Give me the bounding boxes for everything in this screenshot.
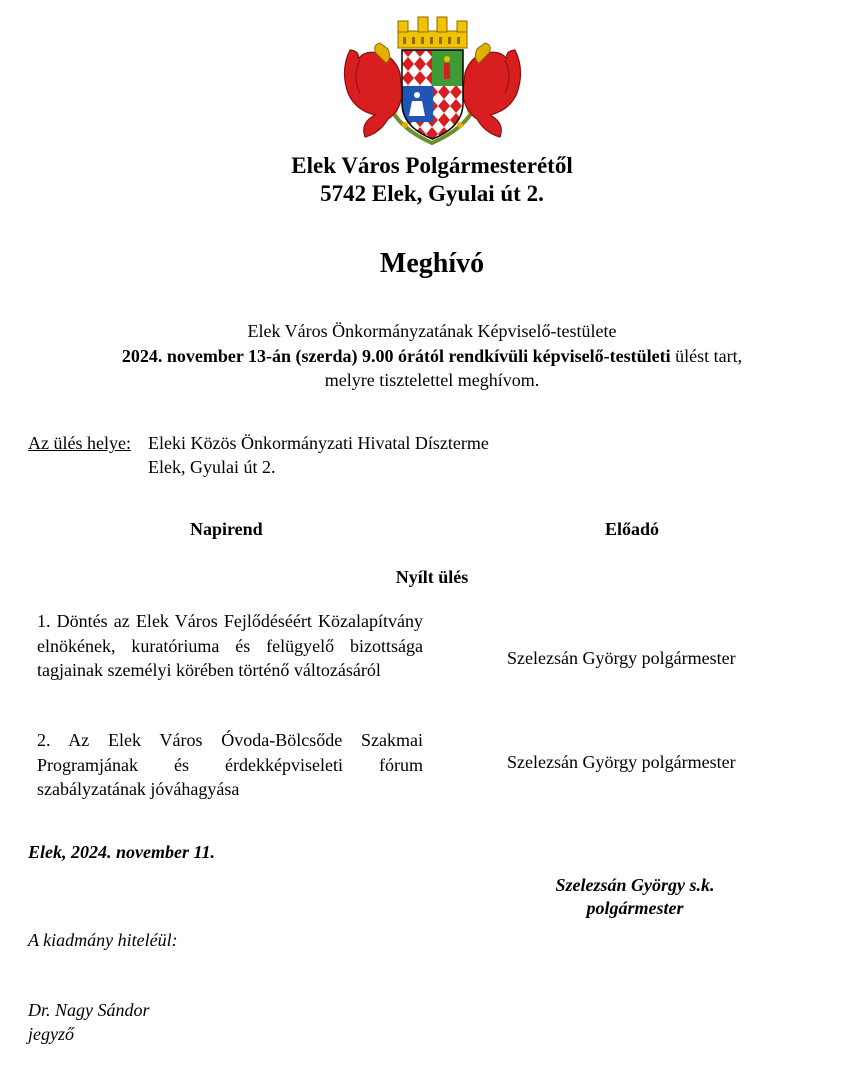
intro-line-1: Elek Város Önkormányzatának Képviselő-testülete bbox=[247, 321, 617, 341]
agenda-item: 2. Az Elek Város Óvoda-Bölcsőde Szakmai Programjának és érdekképviseleti fórum szabályzatának jóváhagyása bbox=[37, 730, 423, 799]
meeting-date-time: 2024. november 13-án (szerda) 9.00 órától rendkívüli képviselő-testületi bbox=[121, 346, 671, 366]
notary-title: jegyző bbox=[28, 1024, 74, 1044]
venue-name: Eleki Közös Önkormányzati Hivatal Díszterme bbox=[148, 433, 489, 453]
document-title: Meghívó bbox=[379, 248, 485, 279]
signer-name: Szelezsán György s.k. bbox=[555, 875, 715, 895]
intro-line-2 bbox=[0, 346, 864, 367]
agenda-item: 1. Döntés az Elek Város Fejlődéséért Közalapítvány elnökének, kuratóriuma és felügyelő bizottsága tagjainak személyi körében történő változásáról bbox=[37, 611, 423, 680]
speaker-column-header: Előadó bbox=[605, 519, 660, 539]
agenda-item-speaker: Szelezsán György polgármester bbox=[507, 648, 736, 668]
issuer-address: 5742 Elek, Gyulai út 2. bbox=[320, 181, 544, 206]
session-heading: Nyílt ülés bbox=[395, 567, 469, 587]
notary-name: Dr. Nagy Sándor bbox=[28, 1000, 150, 1020]
agenda-column-header: Napirend bbox=[190, 519, 263, 539]
intro-line-2-rest: ülést tart, bbox=[670, 346, 743, 366]
issue-date: Elek, 2024. november 11. bbox=[28, 842, 215, 862]
coat-of-arms-icon bbox=[330, 15, 535, 150]
issuer-name: Elek Város Polgármesterétől bbox=[291, 153, 573, 178]
attestation-label: A kiadmány hiteléül: bbox=[28, 930, 178, 950]
agenda-item-speaker: Szelezsán György polgármester bbox=[507, 752, 736, 772]
signer-title: polgármester bbox=[586, 898, 684, 918]
venue-address: Elek, Gyulai út 2. bbox=[148, 457, 276, 477]
intro-line-3: melyre tisztelettel meghívom. bbox=[324, 370, 540, 390]
venue-label: Az ülés helye: bbox=[28, 433, 131, 453]
